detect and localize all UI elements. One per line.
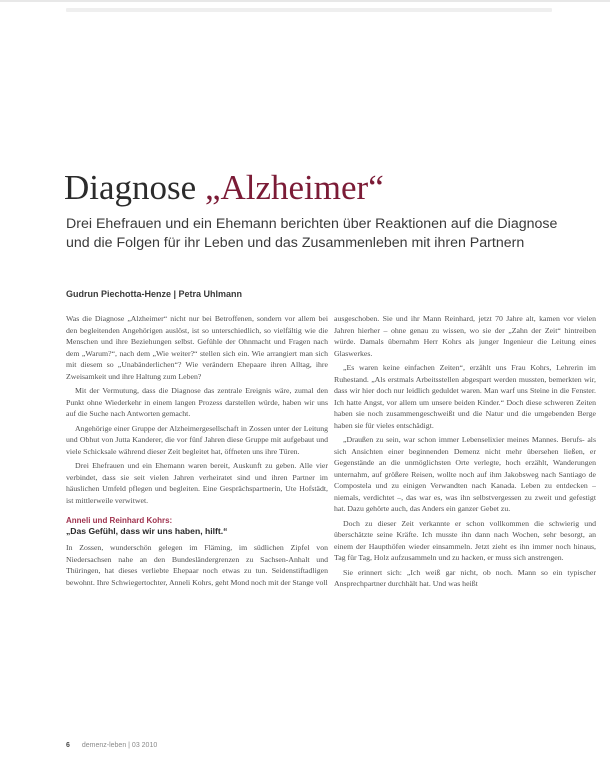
page-footer bbox=[66, 742, 157, 749]
body-paragraph: „Es waren keine einfachen Zeiten“, erzählt uns Frau Kohrs, Lehrerin im Ruhestand. „Als erstmals Arbeitsstellen abgespart werden mussten, bemerkten wir, dass wir hier doch nur leidlich geduldet waren. Man warf uns Steine in die Fenster. Ich hatte Angst, vor allem um unsere beiden Kinder.“ Doch diese schweren Zeiten haben sie noch zusammengeschweißt und die Natur und die umgebenden Berge haben sie für vieles entschädigt. bbox=[334, 363, 596, 430]
left-column bbox=[66, 313, 328, 738]
page-number: 6 bbox=[66, 742, 70, 749]
body-paragraph: „Draußen zu sein, war schon immer Lebenselixier meines Mannes. Berufs- als sich Ansichten einer beginnenden Demenz nicht mehr übersehen ließen, er Gegenstände an die unmöglichsten Orte verlegte, hoch erzählt, Wanderungen unternahm, auf größere Reisen, wollte noch auf ihm Jakobsweg nach Santiago de Compostela und zu einigen Verwandten nach Kanada. Leben zu entdecken – niemals, verdichtet –, das war es, was ihn selbstvergessen zu zweit und gefestigt hat. Dazu gehörte auch, das Anders ein ganzer Gebet zu. bbox=[334, 435, 596, 513]
page-top-edge bbox=[0, 0, 610, 2]
blank-line bbox=[66, 8, 552, 12]
article-subheadline: Drei Ehefrauen und ein Ehemann berichten über Reaktionen auf die Diagnose und die Folgen für ihr Leben und das Zusammenleben mit ihren Partnern bbox=[66, 216, 558, 251]
body-paragraph: Sie erinnert sich: „Ich weiß gar nicht, ob noch. Mann so ein typischer Ansprechpartner durchhält hat. Und was heißt bbox=[334, 567, 596, 588]
article-headline bbox=[64, 168, 384, 208]
page-top-margin bbox=[66, 8, 552, 138]
body-paragraph: Drei Ehefrauen und ein Ehemann waren bereit, Auskunft zu geben. Alle vier verbindet, dass sie seit vielen Jahren verheiratet sind und ihren Partner im häuslichen Umfeld pflegen und begleiten. Eine Gesprächspartnerin, Ute Hofstädt, ist mittlerweile verwitwet. bbox=[66, 461, 328, 505]
body-paragraph: In Zossen, wunderschön gelegen im Fläming, im südlichen Zipfel von Niedersachsen nahe an den Bundesländergrenzen zu Sachsen-Anhalt und Thüringen, hat dieses verliebte Ehepaar noch etwas zu tun. Seidenstiftadligen bewohnt. Ihre Schwiegertochter, Anneli Kohrs, geht Mond noch mit der Stange voll bbox=[66, 543, 328, 587]
section-quote: „Das Gefühl, dass wir uns haben, hilft.“ bbox=[66, 526, 228, 536]
body-paragraph: Angehörige einer Gruppe der Alzheimergesellschaft in Zossen unter der Leitung und Obhut von Jutta Kanderer, die vor fünf Jahren diese Gruppe mit aufgebaut und viele Schicksale während dieser Zeit begleitet hat, öffneten uns ihre Türen. bbox=[66, 423, 328, 456]
article-byline: Gudrun Piechotta-Henze | Petra Uhlmann bbox=[66, 289, 243, 299]
section-title: Anneli und Reinhard Kohrs: bbox=[66, 516, 173, 525]
publication-name: demenz-leben | 03 2010 bbox=[81, 742, 158, 749]
headline-accent: „Alzheimer“ bbox=[204, 168, 384, 207]
right-column bbox=[334, 313, 596, 738]
body-paragraph: ausgeschoben. Sie und ihr Mann Reinhard, jetzt 70 Jahre alt, kamen vor vielen Jahren hierher – ohne genau zu wissen, wo sie der „Zahn der Zeit“ hintreiben würde. Damals übernahm Herr Kohrs als junger Ingenieur die Leitung eines Glaswerkes. bbox=[334, 314, 596, 358]
body-paragraph: Was die Diagnose „Alzheimer“ nicht nur bei Betroffenen, sondern vor allem bei den begleitenden Angehörigen auslöst, ist so unterschiedlich, so vielfältig wie die Menschen und ihre Beziehungen selbst. Gefühle der Ohnmacht und Fragen nach dem „Warum?“, nach dem „Wie weiter?“ stellen sich ein. Wie arrangiert man sich mit diesem so „Unabänderlichen“? Wie verändern Ehepaare ihren Alltag, ihre Zweisamkeit und ihre Haltung zum Leben? bbox=[66, 314, 328, 381]
body-paragraph: Doch zu dieser Zeit verkannte er schon vollkommen die schwierig und überschätzte seine Kräfte. Ich musste ihn dann nach Wochen, sehr besorgt, an einem der Haupthöfen wieder einsammeln. Jetzt zieht es ihn immer noch hinaus, Tag für Tag, Holz aufzusammeln und zu hacken, er muss sich anstrengen. bbox=[334, 518, 596, 562]
headline-main: Diagnose bbox=[64, 168, 205, 207]
body-paragraph: Mit der Vermutung, dass die Diagnose das zentrale Ereignis wäre, zumal den Punkt ohne Wiederkehr in einem langen Prozess darstellen würde, haben wir uns auf die Suche nach Antworten gemacht. bbox=[66, 386, 328, 418]
